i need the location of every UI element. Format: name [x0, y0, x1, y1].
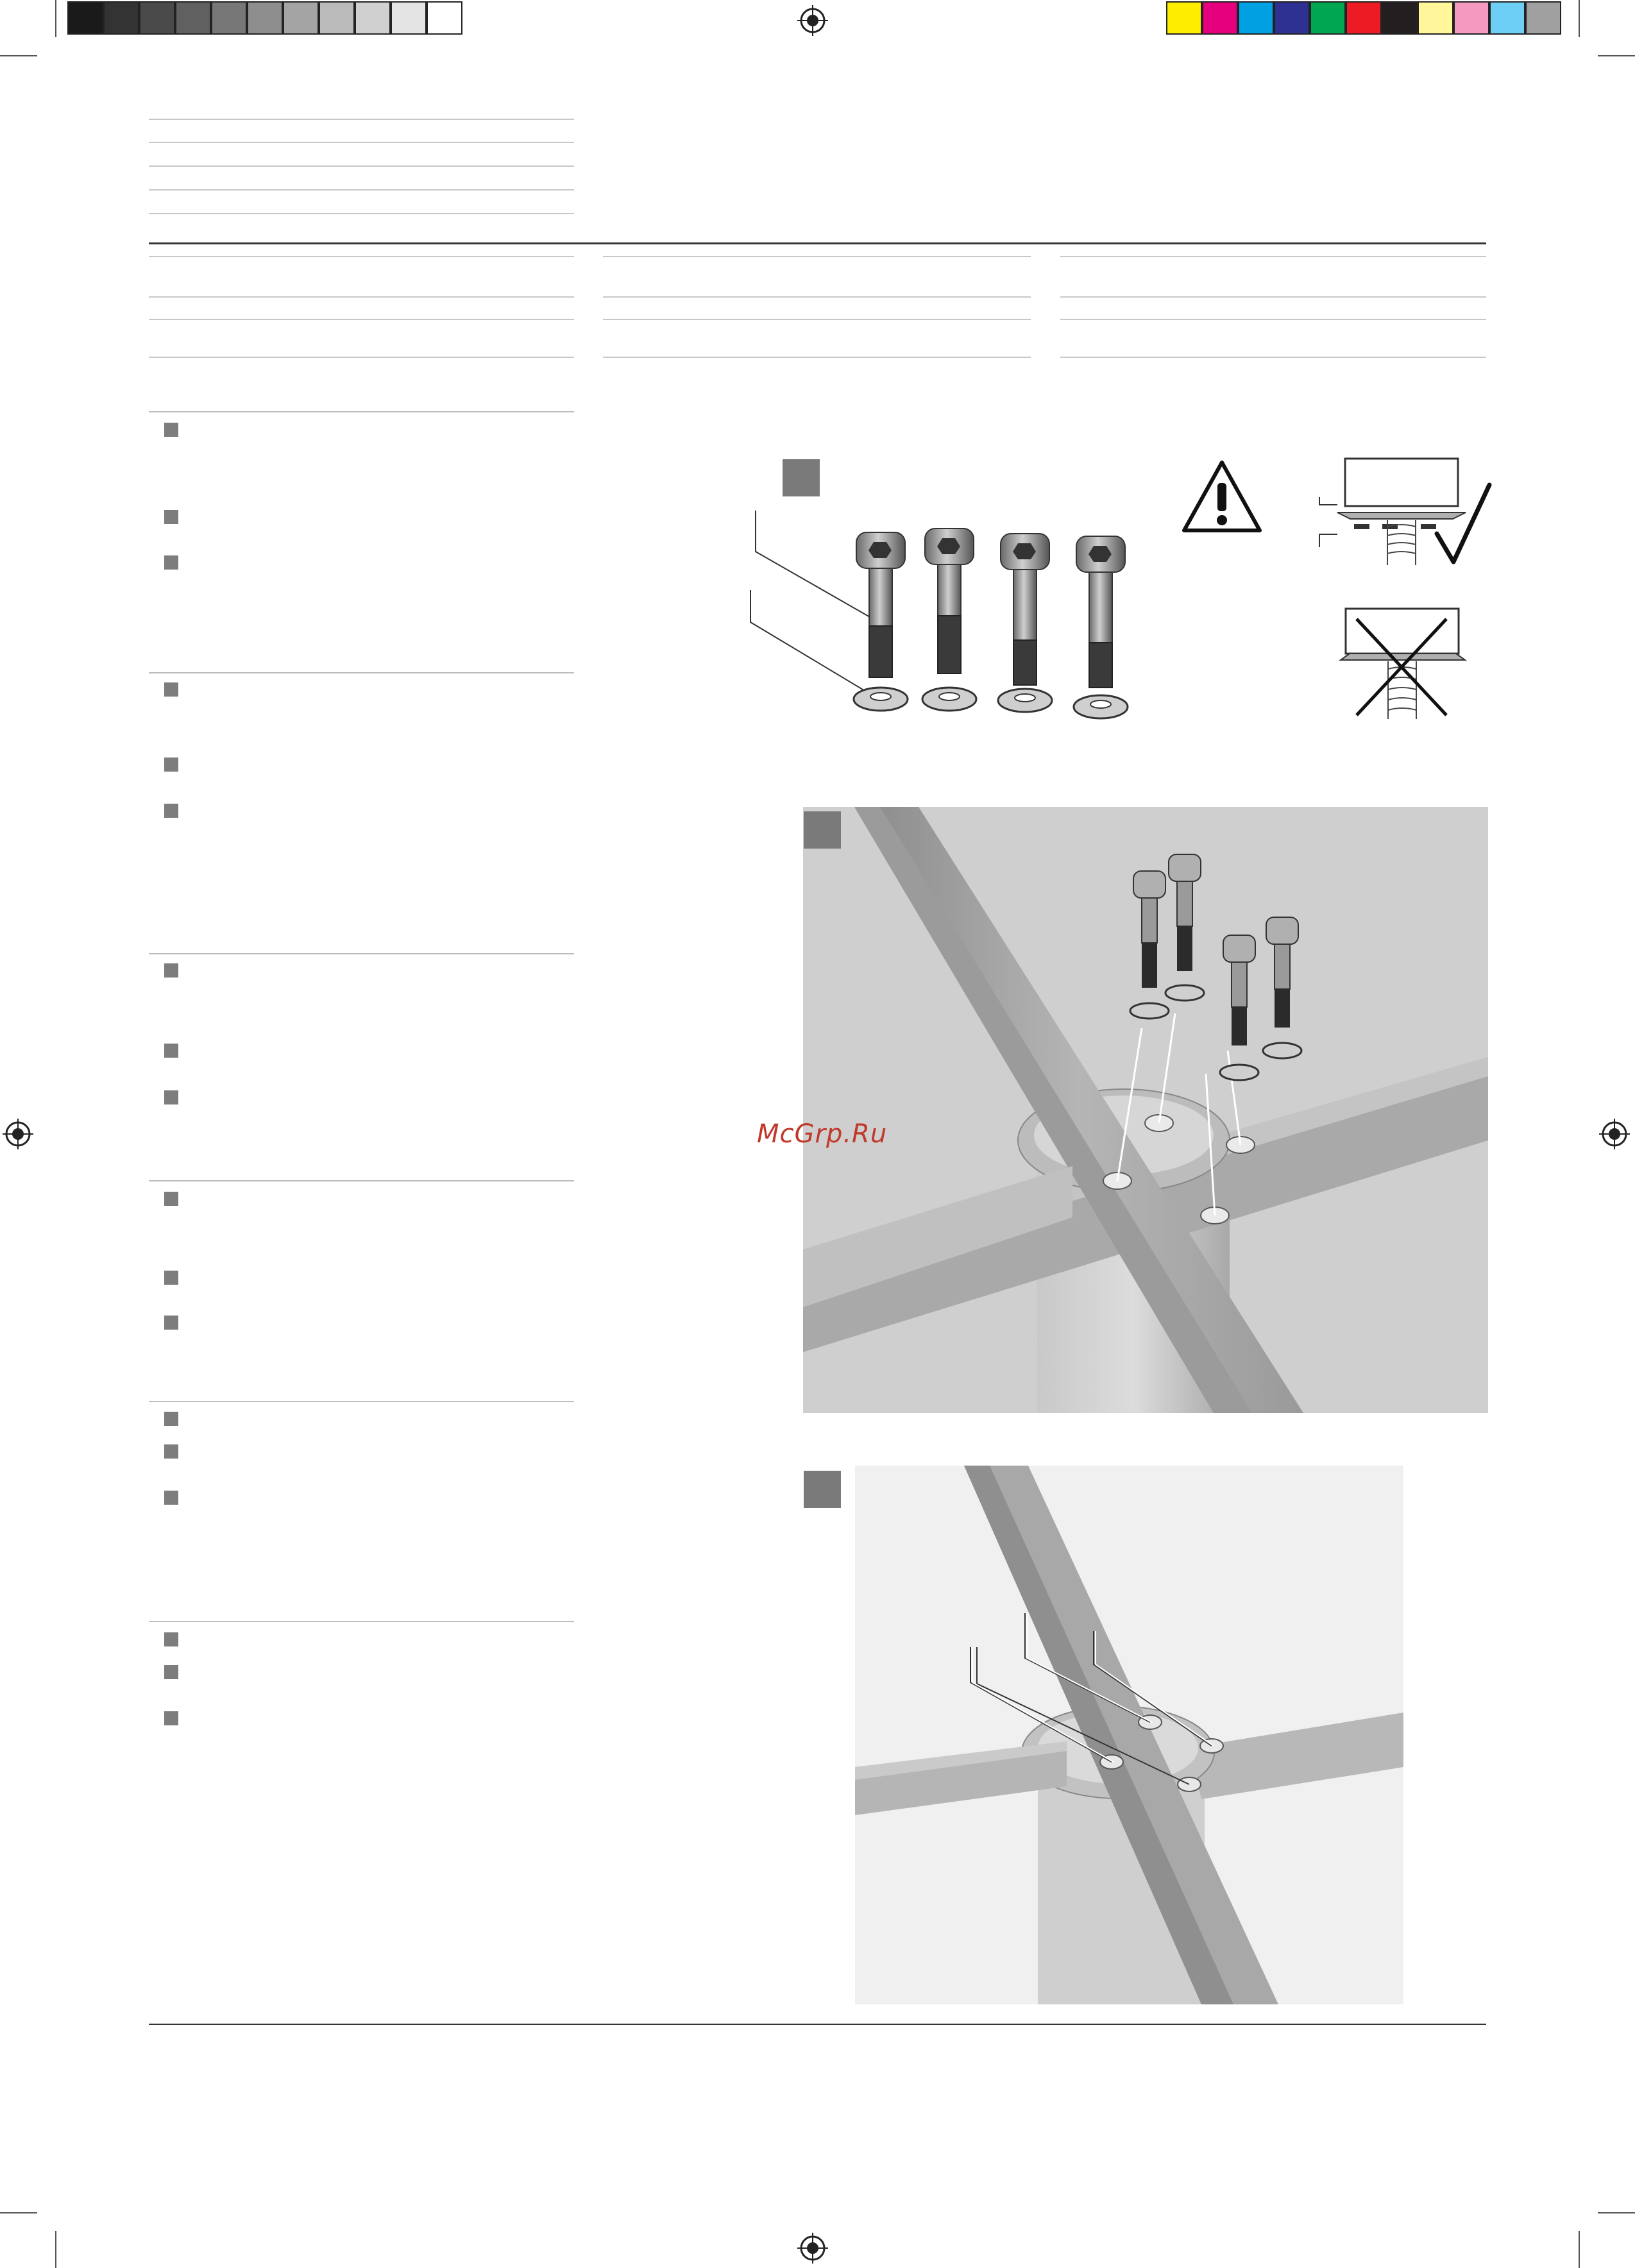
gray-swatch	[247, 1, 283, 35]
gray-swatch	[391, 1, 427, 35]
registration-mark-icon	[797, 5, 828, 36]
step-bullet	[164, 1444, 178, 1459]
gray-swatch	[139, 1, 175, 35]
step-bullet	[164, 1316, 178, 1330]
header-rule	[149, 213, 574, 214]
color-swatch	[1202, 1, 1238, 35]
column-rule	[1060, 357, 1486, 358]
color-swatch	[1382, 1, 1418, 35]
step-bullet	[164, 1632, 178, 1646]
header-rule	[149, 119, 574, 120]
step-bullet	[164, 1192, 178, 1206]
step-badge	[804, 1471, 841, 1508]
column-rule	[603, 256, 1031, 257]
crop-mark	[1579, 0, 1580, 37]
section-rule	[149, 953, 574, 954]
registration-mark-icon	[1599, 1119, 1630, 1149]
registration-mark-icon	[1, 0, 32, 31]
gray-swatch	[175, 1, 211, 35]
registration-mark-icon	[3, 1119, 33, 1149]
gray-swatch	[283, 1, 319, 35]
page-top-rule	[149, 242, 1486, 244]
header-rule	[149, 165, 574, 167]
color-swatch	[1453, 1, 1489, 35]
color-bar	[1166, 0, 1564, 36]
gray-swatch	[103, 1, 139, 35]
step-bullet	[164, 1412, 178, 1426]
step-badge	[783, 459, 820, 496]
crop-mark	[55, 2231, 56, 2268]
step-bullet	[164, 682, 178, 697]
color-swatch	[1489, 1, 1525, 35]
section-rule	[149, 1180, 574, 1181]
column-rule	[603, 319, 1031, 320]
checkmark-icon	[1434, 482, 1492, 566]
section-rule	[149, 1621, 574, 1622]
color-swatch	[1525, 1, 1561, 35]
registration-mark-icon	[797, 2233, 828, 2264]
step-bullet	[164, 1665, 178, 1679]
base-assembly-illustration	[803, 807, 1488, 1413]
color-swatch	[1418, 1, 1453, 35]
section-rule	[149, 672, 574, 673]
color-swatch	[1166, 1, 1202, 35]
column-rule	[1060, 256, 1486, 257]
section-rule	[149, 411, 574, 412]
gray-swatch	[355, 1, 391, 35]
step-bullet	[164, 1491, 178, 1505]
gray-scale-bar	[67, 0, 465, 36]
bolt	[925, 529, 974, 673]
bolts-and-washers-illustration	[744, 507, 1155, 731]
gray-swatch	[211, 1, 247, 35]
step-bullet	[164, 555, 178, 570]
step-bullet	[164, 757, 178, 772]
base-bolted-illustration	[855, 1466, 1403, 2004]
column-rule	[149, 256, 574, 257]
section-rule	[149, 1401, 574, 1402]
step-bullet	[164, 1090, 178, 1104]
step-bullet	[164, 1044, 178, 1058]
gray-swatch	[319, 1, 355, 35]
step-bullet	[164, 423, 178, 437]
crop-mark	[0, 2212, 37, 2213]
bolt	[856, 532, 905, 677]
bolt	[1076, 536, 1125, 688]
column-rule	[1060, 296, 1486, 298]
column-rule	[603, 357, 1031, 358]
column-rule	[149, 357, 574, 358]
header-rule	[149, 189, 574, 190]
color-swatch	[1310, 1, 1346, 35]
crop-mark	[1598, 2212, 1635, 2213]
crop-mark	[1598, 55, 1635, 56]
crop-mark	[1579, 2231, 1580, 2268]
step-bullet	[164, 510, 178, 524]
step-bullet	[164, 1711, 178, 1725]
crop-mark	[55, 0, 56, 37]
column-rule	[603, 296, 1031, 298]
cross-icon	[1350, 613, 1453, 722]
column-rule	[149, 319, 574, 320]
warning-triangle-icon	[1180, 459, 1264, 536]
step-badge	[804, 811, 841, 849]
leader-line	[750, 590, 879, 699]
gray-swatch	[67, 1, 103, 35]
step-bullet	[164, 1271, 178, 1285]
header-rule	[149, 142, 574, 143]
column-rule	[1060, 319, 1486, 320]
bolt	[1001, 534, 1049, 685]
watermark-text: McGrp.Ru	[757, 1119, 888, 1149]
column-rule	[149, 296, 574, 298]
color-swatch	[1238, 1, 1274, 35]
step-bullet	[164, 963, 178, 977]
page-bottom-rule	[149, 2024, 1486, 2025]
color-swatch	[1346, 1, 1382, 35]
step-bullet	[164, 804, 178, 818]
crop-mark	[0, 55, 37, 56]
gray-swatch	[427, 1, 462, 35]
color-swatch	[1274, 1, 1310, 35]
